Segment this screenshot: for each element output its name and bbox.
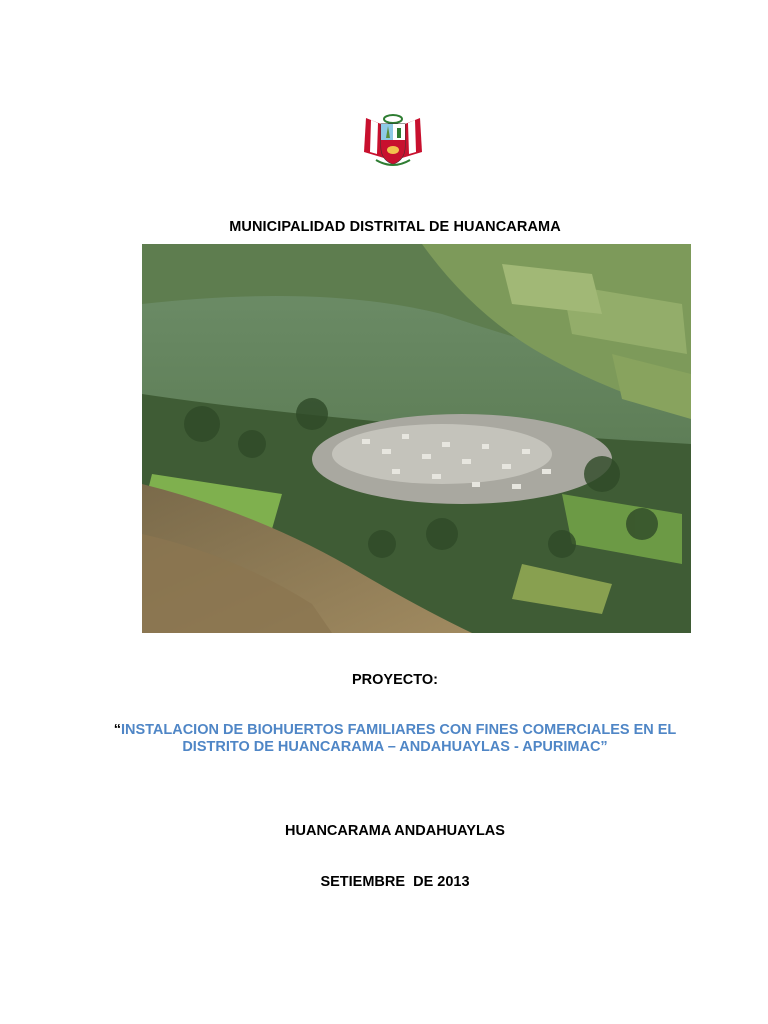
location-text: HUANCARAMA ANDAHUAYLAS: [285, 823, 505, 839]
date-text: SETIEMBRE DE 2013: [320, 874, 470, 890]
valley-town-photo: [142, 244, 691, 633]
open-quote: “: [113, 722, 121, 738]
project-label: PROYECTO:: [352, 672, 438, 688]
page-title: MUNICIPALIDAD DISTRITAL DE HUANCARAMA: [229, 219, 561, 235]
peru-coat-of-arms-icon: [362, 112, 424, 168]
project-title-text: INSTALACION DE BIOHUERTOS FAMILIARES CON FINES COMERCIALES EN EL DISTRITO DE HUANCARAMA – ANDAHUAYLAS - APURIMAC: [120, 722, 677, 755]
close-quote: ”: [600, 739, 608, 755]
project-title: [110, 722, 680, 756]
